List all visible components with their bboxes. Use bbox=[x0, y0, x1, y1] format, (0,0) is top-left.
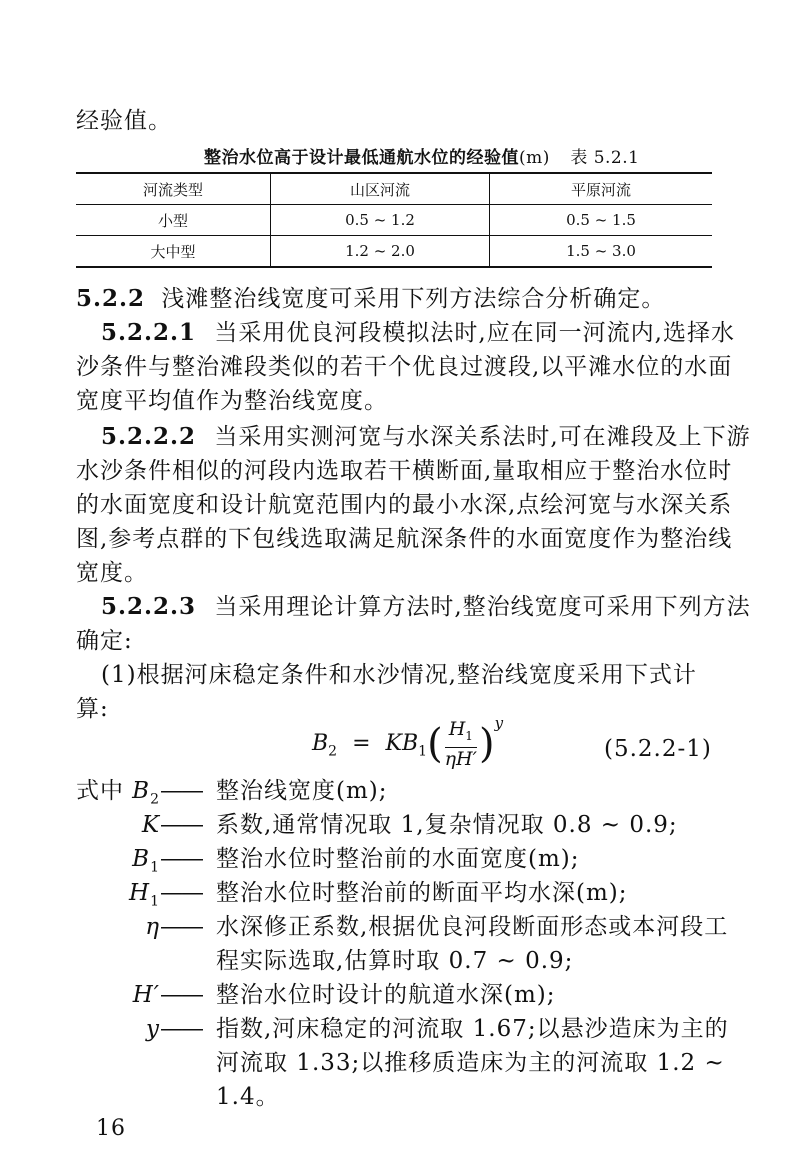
definition-dash: —— bbox=[160, 880, 202, 906]
definition-text: 整治水位时设计的航道水深(m); bbox=[216, 982, 556, 1008]
definition-dash: —— bbox=[160, 914, 202, 940]
paragraph-line: 宽度。 bbox=[76, 560, 148, 586]
table-header-cell: 山区河流 bbox=[271, 173, 490, 205]
table-cell: 1.2 ~ 2.0 bbox=[271, 236, 490, 268]
definition-text: 指数,河床稳定的河流取 1.67;以悬沙造床为主的 bbox=[216, 1016, 729, 1042]
definition-dash: —— bbox=[160, 1016, 202, 1042]
section-5-2-2-2-line bbox=[101, 420, 751, 454]
section-5-2-2 bbox=[76, 282, 665, 316]
definition-symbol: B bbox=[132, 846, 151, 872]
formula-symbol: K bbox=[385, 730, 402, 756]
definition-symbol: y bbox=[146, 1016, 160, 1042]
definition-text: 整治水位时整治前的水面宽度(m); bbox=[216, 846, 580, 872]
formula-symbol: B bbox=[401, 730, 419, 756]
intro-line: 经验值。 bbox=[76, 108, 172, 134]
definition-dash: —— bbox=[160, 982, 202, 1008]
paragraph-line: 沙条件与整治滩段类似的若干个优良过渡段,以平滩水位的水面 bbox=[76, 354, 733, 380]
formula-subscript: 1 bbox=[418, 743, 428, 760]
fraction-denominator: ηH′ bbox=[444, 747, 477, 770]
formula-symbol: H bbox=[448, 718, 466, 740]
formula-fraction bbox=[445, 718, 477, 770]
paragraph-line: 的水面宽度和设计航宽范围内的最小水深,点绘河宽与水深关系 bbox=[76, 492, 733, 518]
section-number: 5.2.2.2 bbox=[101, 423, 197, 450]
table-cell: 1.5 ~ 3.0 bbox=[490, 236, 713, 268]
left-paren: ( bbox=[427, 720, 443, 767]
definition-text: 程实际选取,估算时取 0.7 ~ 0.9; bbox=[216, 948, 574, 974]
paragraph-line: 当采用优良河段模拟法时,应在同一河流内,选择水 bbox=[214, 320, 735, 346]
table-header-cell: 河流类型 bbox=[76, 173, 271, 205]
section-number: 5.2.2.1 bbox=[101, 319, 197, 346]
paragraph-line: 图,参考点群的下包线选取满足航深条件的水面宽度作为整治线 bbox=[76, 526, 733, 552]
definition-symbol: H bbox=[129, 880, 151, 906]
table-cell: 0.5 ~ 1.5 bbox=[490, 205, 713, 236]
definition-text: 河流取 1.33;以推移质造床为主的河流取 1.2 ~ bbox=[216, 1050, 725, 1076]
paragraph-line: (1)根据河床稳定条件和水沙情况,整治线宽度采用下式计 bbox=[101, 662, 697, 688]
definition-text: 整治水位时整治前的断面平均水深(m); bbox=[216, 880, 628, 906]
section-5-2-2-3-line bbox=[101, 590, 751, 624]
paragraph-line: 当采用理论计算方法时,整治线宽度可采用下列方法 bbox=[214, 594, 751, 620]
definition-symbol: H′ bbox=[132, 982, 160, 1008]
section-text: 浅滩整治线宽度可采用下列方法综合分析确定。 bbox=[161, 286, 666, 312]
section-5-2-2-1-line bbox=[101, 316, 735, 350]
definition-dash: —— bbox=[160, 778, 202, 804]
page-number: 16 bbox=[96, 1116, 126, 1141]
formula-equals: = bbox=[352, 730, 371, 756]
formula-subscript: 2 bbox=[328, 743, 338, 760]
experience-value-table bbox=[76, 172, 712, 268]
formula-symbol: B bbox=[312, 730, 329, 756]
definition-symbol: η bbox=[145, 914, 160, 940]
definition-subscript: 2 bbox=[150, 791, 160, 808]
definition-text: 系数,通常情况取 1,复杂情况取 0.8 ~ 0.9; bbox=[216, 812, 678, 838]
section-number: 5.2.2 bbox=[76, 285, 146, 312]
table-cell: 大中型 bbox=[76, 236, 271, 268]
where-label: 式中 bbox=[76, 778, 124, 804]
table-row bbox=[76, 236, 712, 268]
definition-dash: —— bbox=[160, 812, 202, 838]
formula-5-2-2-1 bbox=[312, 714, 504, 770]
fraction-numerator bbox=[445, 718, 477, 748]
table-caption-title: 整治水位高于设计最低通航水位的经验值 bbox=[204, 148, 519, 168]
table-row bbox=[76, 205, 712, 236]
table-header-cell: 平原河流 bbox=[490, 173, 713, 205]
table-caption-label: 表 5.2.1 bbox=[570, 148, 640, 168]
formula-exponent: y bbox=[494, 714, 504, 732]
definition-text: 1.4。 bbox=[216, 1084, 280, 1110]
definition-text: 水深修正系数,根据优良河段断面形态或本河段工 bbox=[216, 914, 729, 940]
definition-dash: —— bbox=[160, 846, 202, 872]
right-paren: ) bbox=[478, 720, 495, 767]
formula-subscript: 1 bbox=[465, 728, 473, 743]
paragraph-line: 算: bbox=[76, 696, 109, 722]
paragraph-line: 确定: bbox=[76, 628, 133, 654]
paragraph-line: 宽度平均值作为整治线宽度。 bbox=[76, 388, 388, 414]
table-caption bbox=[204, 143, 639, 168]
section-number: 5.2.2.3 bbox=[101, 593, 197, 620]
definition-symbol: K bbox=[141, 812, 160, 838]
paragraph-line: 当采用实测河宽与水深关系法时,可在滩段及上下游 bbox=[214, 424, 751, 450]
table-cell: 小型 bbox=[76, 205, 271, 236]
formula-number: (5.2.2-1) bbox=[604, 736, 712, 762]
table-header-row bbox=[76, 173, 712, 205]
definition-subscript: 1 bbox=[150, 859, 160, 876]
table-caption-unit: (m) bbox=[519, 148, 550, 168]
paragraph-line: 水沙条件相似的河段内选取若干横断面,量取相应于整治水位时 bbox=[76, 458, 733, 484]
definition-subscript: 1 bbox=[150, 893, 160, 910]
definition-symbol: B bbox=[132, 778, 151, 804]
definition-text: 整治线宽度(m); bbox=[216, 778, 388, 804]
table-cell: 0.5 ~ 1.2 bbox=[271, 205, 490, 236]
